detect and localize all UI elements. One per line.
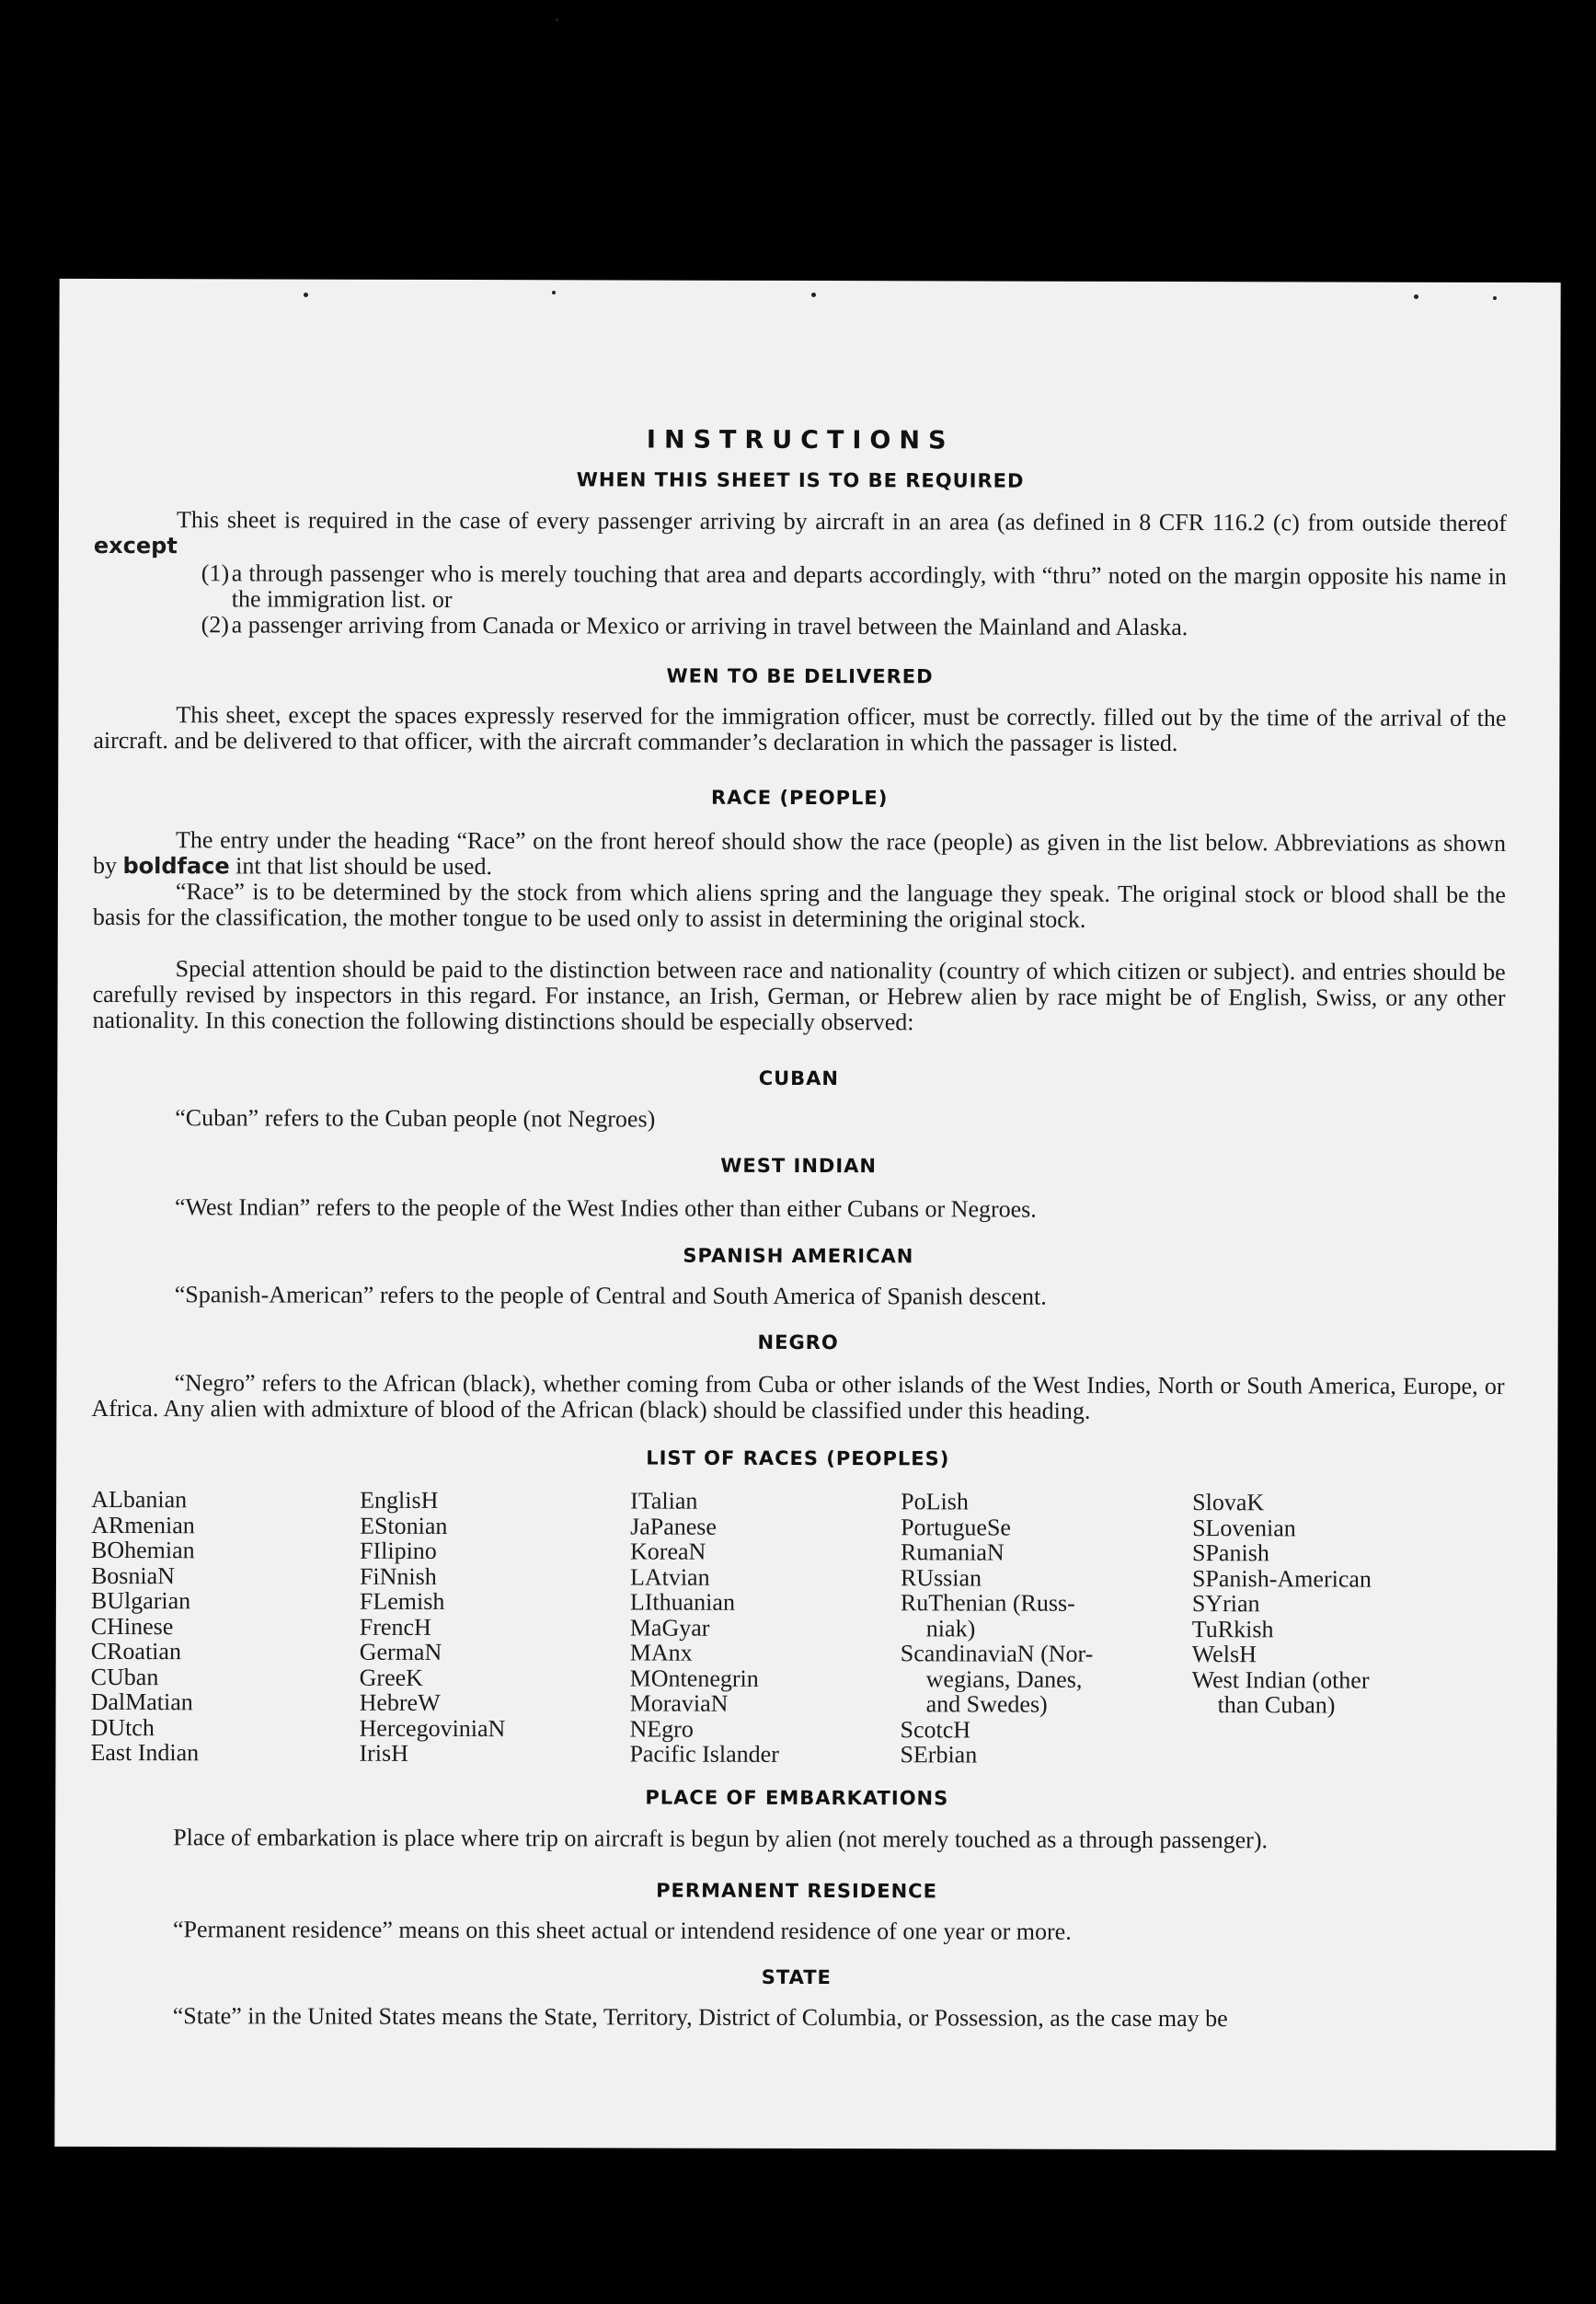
race-entry: CRoatian xyxy=(90,1637,182,1665)
race-entry: FLemish xyxy=(359,1587,445,1615)
print-speck xyxy=(1493,296,1497,300)
race-entry: MaGyar xyxy=(629,1613,710,1642)
race-entry: EnglisH xyxy=(360,1486,439,1514)
race-entry: GermaN xyxy=(359,1638,442,1665)
race-entry: HebreW xyxy=(359,1688,441,1716)
race-p1-bold: boldface xyxy=(122,853,230,880)
race-entry: FiNnish xyxy=(359,1562,437,1590)
heading-place-of-embarkation: PLACE OF EMBARKATIONS xyxy=(645,1786,949,1810)
race-entry: FIlipino xyxy=(360,1537,437,1564)
race-entry: ALbanian xyxy=(91,1485,188,1514)
races-column-2 xyxy=(359,1488,506,1767)
race-entry: LIthuanian xyxy=(629,1588,736,1616)
heading-cuban: CUBAN xyxy=(758,1066,840,1090)
race-entry-continued: niak) xyxy=(925,1614,976,1642)
race-entry: PoLish xyxy=(901,1488,969,1515)
race-entry: BUlgarian xyxy=(90,1586,191,1615)
race-entry: DalMatian xyxy=(90,1688,193,1716)
race-entry: SlovaK xyxy=(1192,1489,1265,1516)
race-entry: SPanish xyxy=(1192,1539,1269,1567)
page-title: INSTRUCTIONS xyxy=(646,425,955,455)
race-entry: EStonian xyxy=(360,1512,448,1539)
race-entry: MoraviaN xyxy=(629,1689,729,1717)
race-entry: West Indian (other xyxy=(1191,1665,1370,1694)
heading-race: RACE (PEOPLE) xyxy=(710,786,889,810)
race-entry: SYrian xyxy=(1191,1590,1260,1618)
required-item-1-number: (1) xyxy=(201,559,230,587)
negro-text: “Negro” refers to the African (black), whether coming from Cuba or other islands of the West Indies, North or South America, Europe, or Africa. Any alien with admixture of blood of the African (black) should be classified under this heading. xyxy=(91,1369,1505,1424)
race-entry: RumaniaN xyxy=(901,1538,1005,1566)
race-entry: FrencH xyxy=(359,1613,431,1641)
race-entry: KoreaN xyxy=(630,1538,706,1565)
race-entry: SErbian xyxy=(900,1741,978,1768)
print-speck xyxy=(304,293,308,297)
race-p1-after: int that list should be used. xyxy=(235,852,493,881)
race-entry: ScotcH xyxy=(900,1715,971,1743)
race-entry-continued: and Swedes) xyxy=(925,1690,1048,1718)
heading-when-delivered: WEN TO BE DELIVERED xyxy=(666,664,934,688)
race-entry: CUban xyxy=(90,1663,159,1690)
document-content xyxy=(89,279,1507,2150)
required-item-1-text-content: a through passenger who is merely touching that area and departs accordingly, with “thru” noted on the margin opposite his name in the immigration list. or xyxy=(231,559,1507,613)
race-entry: RUssian xyxy=(900,1563,982,1591)
residence-text: “Permanent residence” means on this sheet actual or intendend residence of one year or more. xyxy=(172,1916,1072,1945)
race-entry: JaPanese xyxy=(630,1512,718,1540)
race-entry: NEgro xyxy=(629,1714,694,1743)
required-intro-text: This sheet is required in the case of every passenger arriving by aircraft in an area (as defined in 8 CFR 116.2 (c) from outside thereof xyxy=(176,506,1508,536)
document-sheet xyxy=(54,279,1560,2150)
print-speck xyxy=(552,291,556,294)
heading-negro: NEGRO xyxy=(757,1331,839,1354)
heading-spanish-american: SPANISH AMERICAN xyxy=(683,1244,914,1268)
race-entry: TuRkish xyxy=(1191,1615,1274,1642)
heading-west-indian: WEST INDIAN xyxy=(720,1154,878,1178)
race-entry: ScandinaviaN (Nor- xyxy=(900,1640,1094,1667)
required-item-1-text xyxy=(232,560,1507,616)
race-entry: LAtvian xyxy=(629,1562,710,1591)
race-entry: PortugueSe xyxy=(901,1513,1012,1541)
race-entry-continued: wegians, Danes, xyxy=(925,1665,1083,1693)
race-entry: MOntenegrin xyxy=(629,1664,759,1692)
race-entry: HercegoviniaN xyxy=(359,1714,506,1742)
races-column-3 xyxy=(629,1488,779,1767)
delivered-text: This sheet, except the spaces expressly reserved for the immigration officer, must be correctly. filled out by the time of the arrival of the aircraft. and be delivered to that officer, with the aircraft commander’s declaration in which the passager is listed. xyxy=(93,701,1507,757)
race-entry: ITalian xyxy=(630,1487,698,1515)
race-entry-continued: than Cuban) xyxy=(1217,1691,1336,1719)
races-list xyxy=(90,1487,1504,1767)
race-entry: IrisH xyxy=(359,1739,408,1767)
heading-when-required: WHEN THIS SHEET IS TO BE REQUIRED xyxy=(576,468,1025,492)
print-speck xyxy=(1414,294,1418,299)
race-entry: BosniaN xyxy=(90,1561,176,1589)
race-p1-text: The entry under the heading “Race” on the front hereof should show the race (people) as given in the list below. Abbreviations as shown by xyxy=(92,826,1507,880)
race-entry: GreeK xyxy=(359,1664,424,1691)
required-intro xyxy=(94,507,1507,562)
heading-list-of-races: LIST OF RACES (PEOPLES) xyxy=(646,1446,950,1470)
required-item-2-text-content: a passenger arriving from Canada or Mexico or arriving in travel between the Mainland and Alaska. xyxy=(231,611,1188,641)
race-entry: ARmenian xyxy=(91,1511,195,1538)
embarkation-text: Place of embarkation is place where trip on aircraft is begun by alien (not merely touched as a through passenger). xyxy=(173,1824,1269,1854)
heading-permanent-residence: PERMANENT RESIDENCE xyxy=(656,1879,937,1903)
spanish-american-text: “Spanish-American” refers to the people of Central and South America of Spanish descent. xyxy=(174,1281,1047,1310)
race-entry: MAnx xyxy=(629,1639,693,1666)
race-paragraph-1 xyxy=(93,827,1506,882)
print-speck xyxy=(811,293,816,297)
state-text: “State” in the United States means the State, Territory, District of Columbia, or Possession, as the case may be xyxy=(172,2002,1228,2033)
race-entry: RuThenian (Russ- xyxy=(900,1589,1075,1617)
required-item-2-number: (2) xyxy=(201,611,230,639)
race-entry: SLovenian xyxy=(1192,1514,1296,1541)
race-entry: WelsH xyxy=(1191,1641,1257,1668)
race-entry: BOhemian xyxy=(91,1536,195,1564)
race-entry: SPanish-American xyxy=(1191,1564,1372,1593)
required-item-1 xyxy=(94,560,1507,616)
race-entry: DUtch xyxy=(90,1713,155,1741)
cuban-text: “Cuban” refers to the Cuban people (not Negroes) xyxy=(175,1104,656,1133)
races-column-1 xyxy=(90,1487,199,1766)
heading-state: STATE xyxy=(761,1965,832,1989)
required-intro-bold: except xyxy=(93,532,178,559)
required-item-2 xyxy=(94,612,1507,667)
race-paragraph-2: “Race” is to be determined by the stock from which aliens spring and the language they speak. The original stock or blood shall be the basis for the classification, the mother tongue to be used only to assist in determining the original stock. xyxy=(92,878,1506,933)
required-item-2-text xyxy=(232,612,1507,641)
print-speck xyxy=(556,18,558,21)
race-entry: Pacific Islander xyxy=(629,1740,779,1768)
races-column-5 xyxy=(1192,1490,1372,1718)
race-entry: CHinese xyxy=(90,1612,174,1640)
race-entry: East Indian xyxy=(90,1738,200,1767)
races-column-4 xyxy=(900,1489,1093,1768)
west-indian-text: “West Indian” refers to the people of the West Indies other than either Cubans or Negroes. xyxy=(174,1193,1037,1223)
race-paragraph-3: Special attention should be paid to the distinction between race and nationality (country of which citizen or subject). and entries should be carefully revised by inspectors in this regard. For instance, an Irish, German, or Hebrew alien by race might be of English, Swiss, or any other nationality. In this conection the following distinctions should be especially observed: xyxy=(92,955,1506,1036)
